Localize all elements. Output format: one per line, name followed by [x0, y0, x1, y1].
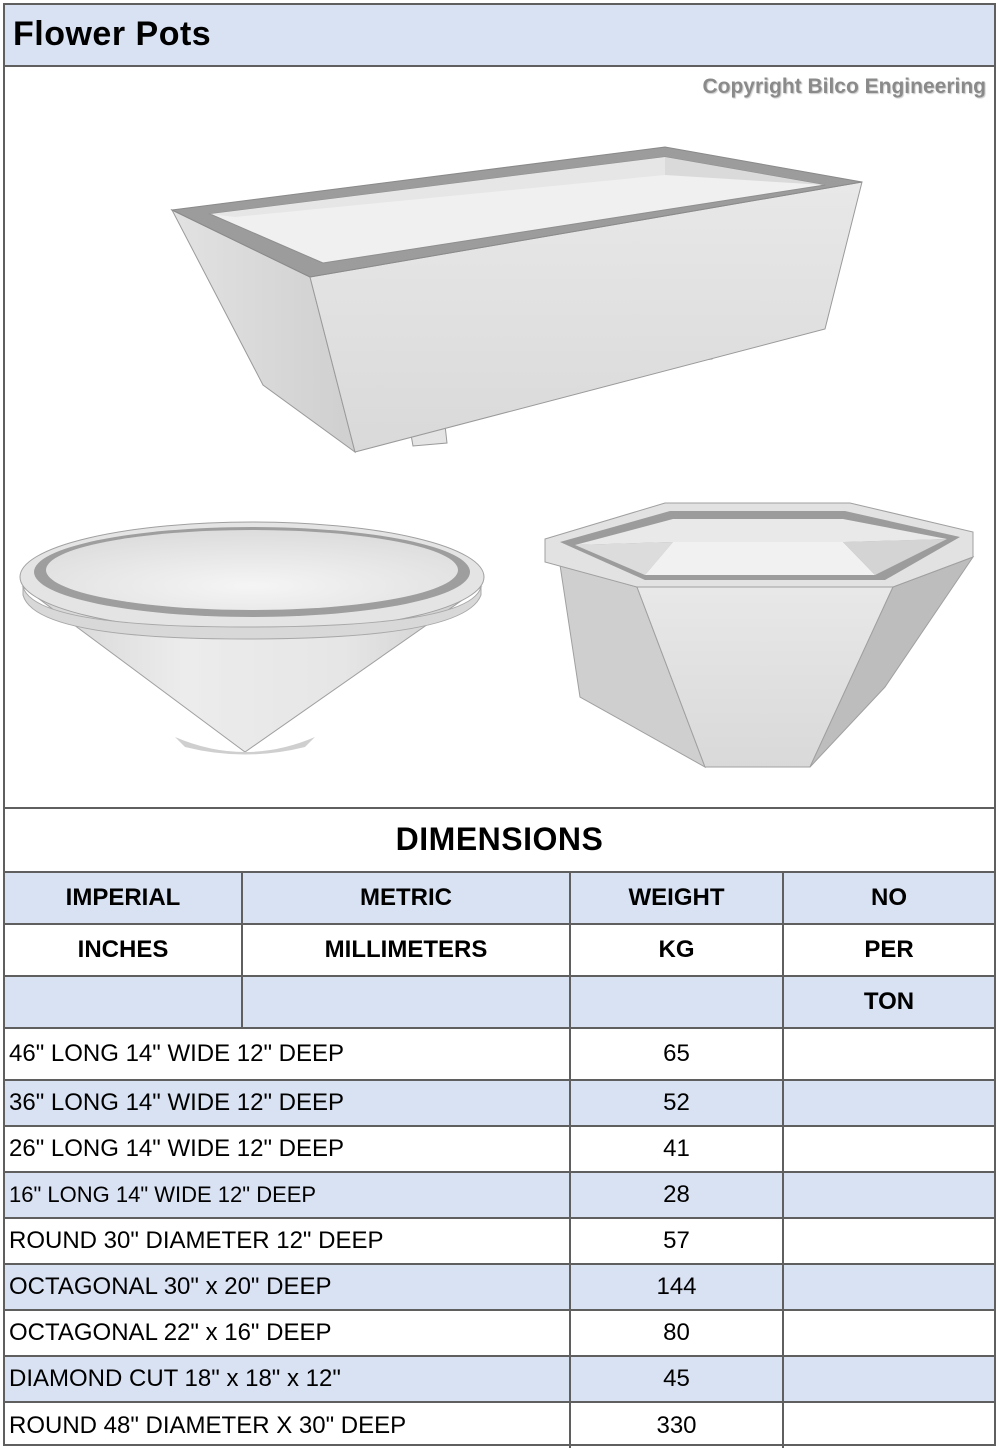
header-ton: TON	[783, 976, 994, 1028]
row-per-ton	[783, 1402, 994, 1448]
row-description: DIAMOND CUT 18" x 18" x 12"	[5, 1356, 570, 1402]
header-row-1	[5, 872, 994, 924]
row-per-ton	[783, 1080, 994, 1126]
rectangular-planter-illustration	[172, 147, 862, 452]
header-weight: WEIGHT	[570, 872, 783, 924]
header-no: NO	[783, 872, 994, 924]
row-weight: 65	[570, 1028, 783, 1080]
header-row-2	[5, 924, 994, 976]
header-imperial: IMPERIAL	[5, 872, 242, 924]
table-row	[5, 1402, 994, 1448]
header-millimeters: MILLIMETERS	[242, 924, 570, 976]
table-row	[5, 1218, 994, 1264]
page-title: Flower Pots	[13, 15, 212, 53]
dimensions-heading	[5, 807, 994, 871]
table-row	[5, 1028, 994, 1080]
dimensions-heading-text: DIMENSIONS	[395, 821, 604, 857]
octagonal-planter-illustration	[545, 503, 973, 767]
row-weight: 41	[570, 1126, 783, 1172]
header-metric: METRIC	[242, 872, 570, 924]
table-row	[5, 1356, 994, 1402]
header-per: PER	[783, 924, 994, 976]
row-per-ton	[783, 1218, 994, 1264]
header-kg: KG	[570, 924, 783, 976]
row-per-ton	[783, 1126, 994, 1172]
row-description: OCTAGONAL 30" x 20" DEEP	[5, 1264, 570, 1310]
table-row	[5, 1172, 994, 1218]
row-per-ton	[783, 1028, 994, 1080]
round-bowl-illustration	[20, 522, 484, 755]
row-per-ton	[783, 1310, 994, 1356]
product-illustrations	[5, 67, 994, 807]
dimensions-table	[5, 871, 994, 1448]
table-row	[5, 1080, 994, 1126]
copyright-notice: Copyright Bilco Engineering	[702, 75, 986, 98]
product-sheet	[3, 3, 996, 1446]
row-weight: 57	[570, 1218, 783, 1264]
row-weight: 330	[570, 1402, 783, 1448]
row-description: 16" LONG 14" WIDE 12" DEEP	[5, 1172, 570, 1218]
row-weight: 144	[570, 1264, 783, 1310]
row-description: OCTAGONAL 22" x 16" DEEP	[5, 1310, 570, 1356]
title-bar	[5, 5, 994, 67]
header-inches: INCHES	[5, 924, 242, 976]
row-per-ton	[783, 1172, 994, 1218]
row-description: 36" LONG 14" WIDE 12" DEEP	[5, 1080, 570, 1126]
row-per-ton	[783, 1356, 994, 1402]
header-empty-1	[5, 976, 242, 1028]
table-row	[5, 1310, 994, 1356]
row-weight: 80	[570, 1310, 783, 1356]
table-row	[5, 1126, 994, 1172]
row-description: ROUND 30" DIAMETER 12" DEEP	[5, 1218, 570, 1264]
row-description: 46" LONG 14" WIDE 12" DEEP	[5, 1028, 570, 1080]
table-row	[5, 1264, 994, 1310]
row-weight: 52	[570, 1080, 783, 1126]
row-description: ROUND 48" DIAMETER X 30" DEEP	[5, 1402, 570, 1448]
row-weight: 28	[570, 1172, 783, 1218]
header-row-3	[5, 976, 994, 1028]
header-empty-3	[570, 976, 783, 1028]
header-empty-2	[242, 976, 570, 1028]
row-weight: 45	[570, 1356, 783, 1402]
row-per-ton	[783, 1264, 994, 1310]
row-description: 26" LONG 14" WIDE 12" DEEP	[5, 1126, 570, 1172]
